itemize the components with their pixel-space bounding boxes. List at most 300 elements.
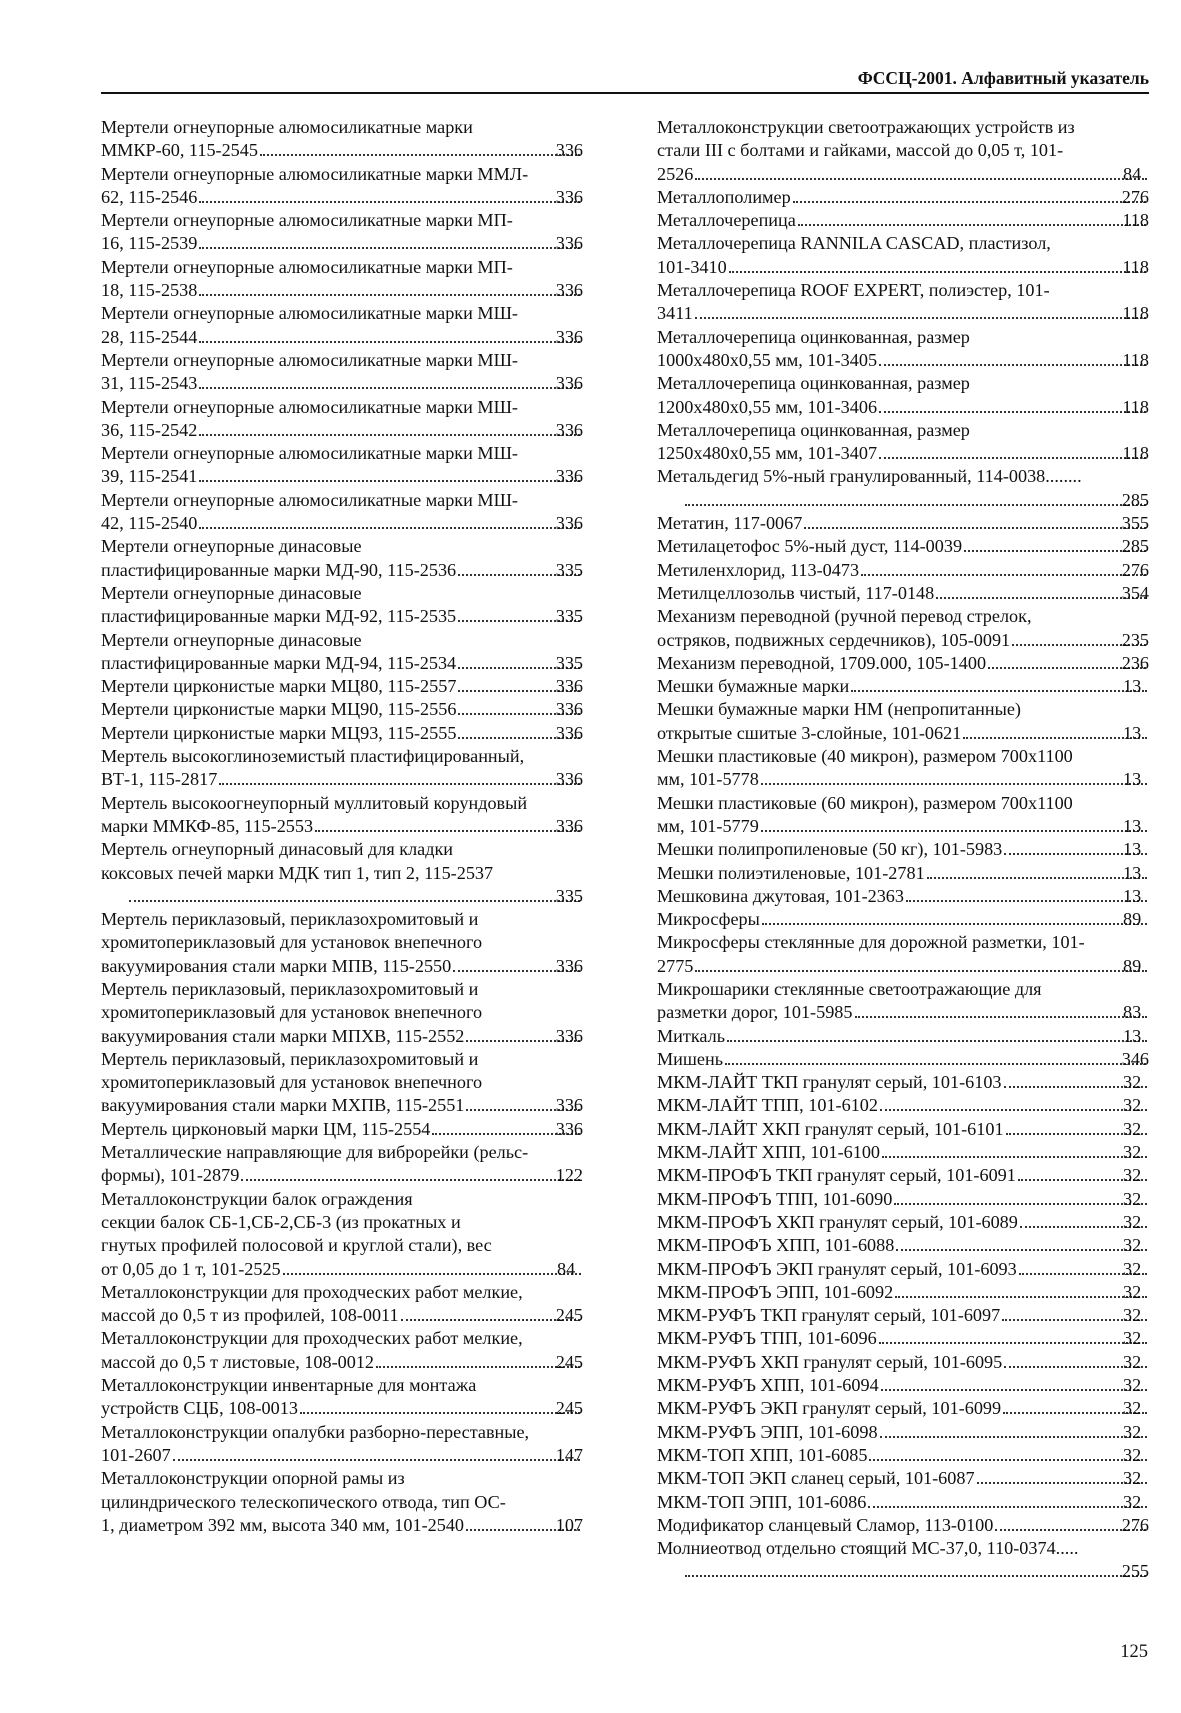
entry-leader-line — [101, 372, 583, 395]
entry-page-ref: 336 — [555, 513, 583, 534]
entry-leader-line — [101, 139, 583, 162]
index-entry — [657, 792, 1149, 839]
index-entry — [101, 675, 583, 698]
entry-leader-line — [101, 186, 583, 209]
index-entry — [101, 629, 583, 676]
entry-text: Мешковина джутовая, 101-2363 — [657, 885, 904, 906]
index-entry — [657, 652, 1149, 675]
entry-text-line: Мертели огнеупорные алюмосиликатные марки МП- — [101, 256, 513, 277]
entry-text: 28, 115-2544 — [101, 326, 198, 347]
entry-leader-line: МКМ-ТОП ЭКП сланец серый, 101-6087 32 — [683, 1467, 1149, 1490]
index-entry — [101, 1281, 583, 1328]
index-entry — [101, 722, 583, 745]
dot-leader — [894, 1203, 1147, 1205]
entry-text: 101-3410 — [657, 256, 727, 277]
index-entry — [657, 326, 1149, 373]
entry-page-ref: 285 — [1121, 489, 1149, 510]
dot-leader — [173, 1459, 580, 1461]
entry-text: Метилцеллозольв чистый, 117-0148 — [657, 582, 935, 603]
entry-page-ref: 336 — [555, 769, 583, 790]
entry-leader-line — [101, 1444, 583, 1467]
entry-leader-line — [101, 512, 583, 535]
entry-leader-line: МКМ-ПРОФЪ ЭПП, 101-6092 32 — [683, 1281, 1149, 1304]
index-column-left — [101, 116, 583, 1537]
entry-text: Механизм переводной, 1709.000, 105-1400 — [657, 652, 987, 673]
entry-page-ref: 346 — [1121, 1048, 1149, 1069]
entry-text-line: Мертели огнеупорные динасовые — [101, 629, 362, 650]
entry-leader-line — [101, 279, 583, 302]
index-entry — [101, 1467, 583, 1537]
entry-leader-line: мм, 101-5778 13 — [683, 768, 1149, 791]
entry-text-line: Мертели огнеупорные алюмосиликатные марки — [101, 117, 473, 137]
index-entry — [101, 745, 583, 792]
entry-text: Метиленхлорид, 113-0473 — [657, 559, 860, 580]
index-entry — [657, 698, 1149, 745]
dot-leader — [761, 830, 1147, 832]
index-entry — [657, 1514, 1149, 1537]
index-entry — [101, 698, 583, 721]
entry-text: вакуумирования стали марки МХПВ, 115-2551 — [101, 1095, 465, 1116]
entry-page-ref: 118 — [1122, 349, 1149, 370]
entry-leader-line — [101, 955, 583, 978]
dot-leader — [727, 1040, 1147, 1042]
entry-leader-line — [101, 722, 583, 745]
entry-text: Мертели цирконистые марки МЦ80, 115-2557 — [101, 676, 457, 697]
dot-leader — [260, 154, 580, 156]
entry-leader-line: 2775 89 — [683, 955, 1149, 978]
entry-text: ММКР-60, 115-2545 — [101, 140, 258, 161]
entry-leader-line: от 0,05 до 1 т, 101-2525 84 — [127, 1258, 583, 1281]
entry-leader-line: МКМ-ЛАЙТ ХПП, 101-6100 32 — [683, 1141, 1149, 1164]
entry-leader-line: Мешки полипропиленовые (50 кг), 101-5983 13 — [683, 838, 1149, 861]
entry-text: массой до 0,5 т листовые, 108-0012 — [101, 1351, 375, 1372]
entry-page-ref: 118 — [1122, 303, 1149, 324]
entry-page-ref: 336 — [555, 676, 583, 697]
entry-text-line: Мертель периклазовый, периклазохромитовый и — [101, 1048, 479, 1069]
dot-leader — [695, 317, 1147, 319]
dot-leader — [199, 201, 579, 203]
dot-leader — [896, 1249, 1147, 1251]
entry-leader-line — [101, 1164, 583, 1187]
entry-leader-line: Миткаль 13 — [683, 1025, 1149, 1048]
entry-text-line: Мертели огнеупорные алюмосиликатные марки МШ- — [101, 489, 518, 510]
entry-text: Мишень — [657, 1048, 724, 1069]
entry-leader-line — [101, 1094, 583, 1117]
entry-page-ref: 336 — [555, 722, 583, 743]
index-entry — [657, 885, 1149, 908]
index-entry — [657, 931, 1149, 978]
index-entry — [101, 256, 583, 303]
index-entry — [657, 1327, 1149, 1350]
entry-text: Мешки полиэтиленовые, 101-2781 — [657, 862, 925, 883]
header-title: ФССЦ-2001. Алфавитный указатель — [857, 68, 1149, 88]
entry-text-line: Мертель огнеупорный динасовый для кладки — [101, 839, 454, 860]
entry-leader-line — [657, 535, 1149, 558]
entry-text-line: Мертель периклазовый, периклазохромитовый и — [101, 978, 479, 999]
entry-leader-line — [101, 1397, 583, 1420]
entry-leader-line — [657, 582, 1149, 605]
index-entry — [657, 1071, 1149, 1094]
entry-text: Мертели цирконистые марки МЦ93, 115-2555 — [101, 722, 457, 743]
entry-leader-line — [101, 232, 583, 255]
entry-leader-line: МКМ-РУФЪ ТКП гранулят серый, 101-6097 32 — [683, 1304, 1149, 1327]
entry-leader-line — [101, 326, 583, 349]
entry-text-line: Метальдегид 5%-ный гранулированный, 114-0038........ — [657, 466, 1082, 487]
entry-text-line: Мертели огнеупорные алюмосиликатные марки ММЛ- — [101, 163, 529, 184]
entry-text-line: Мешки пластиковые (40 микрон), размером 700х1100 — [657, 746, 1073, 767]
index-entry — [657, 535, 1149, 558]
entry-leader-line: открытые сшитые 3-слойные, 101-0621 13 — [683, 722, 1149, 745]
entry-text: МКМ-ТОП ХПП, 101-6085 — [657, 1444, 868, 1465]
entry-text-line: Металлоконструкции инвентарные для монтажа — [101, 1375, 477, 1396]
entry-text: пластифицированные марки МД-90, 115-2536 — [101, 559, 457, 580]
entry-text-line: Металлоконструкции опорной рамы из — [101, 1468, 405, 1489]
entry-text-line: Металлоконструкции балок ограждения — [101, 1188, 413, 1209]
entry-text: мм, 101-5779 — [657, 815, 759, 836]
dot-leader — [199, 387, 579, 389]
entry-text: МКМ-РУФЪ ЭПП, 101-6098 — [657, 1421, 878, 1442]
entry-leader-line: МКМ-ЛАЙТ ХКП гранулят серый, 101-6101 32 — [683, 1118, 1149, 1141]
entry-leader-line: МКМ-ТОП ЭПП, 101-6086 32 — [683, 1491, 1149, 1514]
entry-leader-line: МКМ-ТОП ХПП, 101-6085 32 — [683, 1444, 1149, 1467]
entry-text-line: коксовых печей марки МДК тип 1, тип 2, 115-2537 — [101, 862, 494, 883]
index-entry — [101, 908, 583, 978]
entry-page-ref: 122 — [555, 1165, 583, 1186]
entry-text-line: Металлочерепица оцинкованная, размер — [657, 419, 970, 440]
dot-leader — [869, 1459, 1147, 1461]
entry-leader-line — [657, 652, 1149, 675]
entry-text-line: секции балок СБ-1,СБ-2,СБ-3 (из прокатных и — [101, 1211, 461, 1232]
entry-page-ref: 335 — [555, 885, 583, 906]
entry-leader-line — [101, 465, 583, 488]
index-entry — [657, 1537, 1149, 1584]
entry-text: пластифицированные марки МД-94, 115-2534 — [101, 652, 457, 673]
entry-text: Мешки бумажные марки — [657, 676, 850, 697]
entry-text-line: Металлочерепица оцинкованная, размер — [657, 326, 970, 347]
entry-text: Мертель цирконовый марки ЦМ, 115-2554 — [101, 1118, 431, 1139]
entry-page-ref: 276 — [1121, 559, 1149, 580]
entry-text-line: Металлоконструкции для проходческих работ мелкие, — [101, 1281, 523, 1302]
entry-leader-line — [657, 396, 1149, 419]
entry-leader-line — [127, 885, 583, 908]
index-entry — [657, 1211, 1149, 1234]
index-entry — [657, 1094, 1149, 1117]
entry-leader-line: разметки дорог, 101-5985 83 — [683, 1001, 1149, 1024]
dot-leader — [199, 294, 579, 296]
entry-page-ref: 118 — [1122, 396, 1149, 417]
entry-leader-line — [101, 675, 583, 698]
entry-text-line: Мертели огнеупорные алюмосиликатные марки МШ- — [101, 303, 518, 324]
index-entry — [657, 1048, 1149, 1071]
index-entry — [657, 1258, 1149, 1281]
page-number: 125 — [1120, 1642, 1148, 1662]
entry-text-line: Мертели огнеупорные алюмосиликатные марки МШ- — [101, 443, 518, 464]
entry-page-ref: 255 — [1121, 1561, 1149, 1582]
dot-leader — [798, 224, 1147, 226]
index-entry — [657, 1374, 1149, 1397]
entry-text: Микросферы — [657, 909, 760, 930]
dot-leader — [695, 970, 1147, 972]
entry-text: МКМ-ТОП ЭПП, 101-6086 — [657, 1491, 867, 1512]
index-entry — [657, 559, 1149, 582]
index-entry — [657, 1025, 1149, 1048]
entry-leader-line — [101, 1304, 583, 1327]
index-entry — [657, 1141, 1149, 1164]
dot-leader — [927, 877, 1147, 879]
entry-leader-line: МКМ-ПРОФЪ ТПП, 101-6090 32 — [683, 1188, 1149, 1211]
index-entry — [657, 1444, 1149, 1467]
entry-text: 42, 115-2540 — [101, 513, 198, 534]
index-entry — [657, 745, 1149, 792]
entry-text: марки ММКФ-85, 115-2553 — [101, 815, 314, 836]
entry-page-ref: 336 — [555, 1025, 583, 1046]
dot-leader — [219, 783, 579, 785]
entry-page-ref: 335 — [555, 559, 583, 580]
entry-leader-line — [101, 1351, 583, 1374]
entry-text: МКМ-ПРОФЪ ХКП гранулят серый, 101-6089 — [657, 1211, 1018, 1232]
entry-text: Металлочерепица — [657, 210, 796, 231]
entry-text-line: Мертели огнеупорные алюмосиликатные марки МП- — [101, 210, 513, 231]
entry-leader-line: МКМ-ПРОФЪ ХКП гранулят серый, 101-6089 32 — [683, 1211, 1149, 1234]
entry-leader-line: МКМ-РУФЪ ХКП гранулят серый, 101-6095 32 — [683, 1351, 1149, 1374]
entry-leader-line — [101, 698, 583, 721]
entry-text-line: Молниеотвод отдельно стоящий МС-37,0, 110-0374..... — [657, 1538, 1079, 1559]
entry-text: открытые сшитые 3-слойные, 101-0621 — [657, 722, 962, 743]
entry-text: МКМ-РУФЪ ХПП, 101-6094 — [657, 1375, 879, 1396]
index-entry — [657, 1281, 1149, 1304]
dot-leader — [936, 597, 1145, 599]
entry-page-ref: 336 — [555, 815, 583, 836]
index-entry — [101, 116, 583, 163]
entry-leader-line — [657, 256, 1149, 279]
entry-text: МКМ-РУФЪ ТКП гранулят серый, 101-6097 — [657, 1305, 1001, 1326]
dot-leader — [906, 900, 1147, 902]
entry-text: МКМ-ПРОФЪ ЭПП, 101-6092 — [657, 1281, 894, 1302]
entry-text: 2775 — [657, 955, 694, 976]
entry-leader-line: МКМ-ПРОФЪ ТКП гранулят серый, 101-6091 32 — [683, 1164, 1149, 1187]
index-entry — [101, 302, 583, 349]
dot-leader — [879, 457, 1146, 459]
entry-text-line: Металлические направляющие для виброрейки (рельс- — [101, 1142, 529, 1163]
entry-page-ref: 235 — [1121, 629, 1149, 650]
entry-text: МКМ-ЛАЙТ ХПП, 101-6100 — [657, 1142, 881, 1163]
entry-leader-line: Микросферы 89 — [683, 908, 1149, 931]
entry-page-ref: 118 — [1122, 443, 1149, 464]
entry-text: от 0,05 до 1 т, 101-2525 — [101, 1258, 281, 1279]
entry-text-line: Мертели огнеупорные динасовые — [101, 536, 362, 557]
dot-leader — [199, 480, 579, 482]
dot-leader — [695, 178, 1147, 180]
dot-leader — [241, 1179, 579, 1181]
entry-leader-line: МКМ-РУФЪ ЭПП, 101-6098 32 — [683, 1421, 1149, 1444]
dot-leader — [685, 504, 1146, 506]
entry-text-line: Микрошарики стеклянные светоотражающие для — [657, 978, 1042, 999]
entry-page-ref: 236 — [1121, 652, 1149, 673]
index-entry — [657, 116, 1149, 186]
index-entry — [657, 908, 1149, 931]
entry-leader-line: мм, 101-5779 13 — [683, 815, 1149, 838]
entry-text: МКМ-РУФЪ ХКП гранулят серый, 101-6095 — [657, 1351, 1003, 1372]
entry-text: 1000х480х0,55 мм, 101-3405 — [657, 349, 878, 370]
entry-text: вакуумирования стали марки МПВ, 115-2550 — [101, 955, 452, 976]
index-column-right — [657, 116, 1149, 1584]
entry-text: формы), 101-2879 — [101, 1165, 240, 1186]
entry-text-line: хромитопериклазовый для установок внепечного — [101, 1002, 483, 1023]
entry-leader-line — [683, 489, 1149, 512]
index-entry — [101, 1048, 583, 1118]
entry-text-line: хромитопериклазовый для установок внепечного — [101, 932, 483, 953]
dot-leader — [880, 1436, 1147, 1438]
entry-page-ref: 336 — [555, 466, 583, 487]
entry-text: Мертели цирконистые марки МЦ90, 115-2556 — [101, 699, 457, 720]
entry-page-ref: 355 — [1121, 513, 1149, 534]
index-entry — [657, 465, 1149, 512]
entry-text-line: Металлоконструкции светоотражающих устройств из — [657, 117, 1075, 137]
entry-text: Метатин, 117-0067 — [657, 513, 803, 534]
entry-leader-line: МКМ-РУФЪ ХПП, 101-6094 32 — [683, 1374, 1149, 1397]
entry-text: МКМ-РУФЪ ТПП, 101-6096 — [657, 1328, 877, 1349]
entry-text-line: Металлочерепица ROOF EXPERT, полиэстер, 101- — [657, 280, 1050, 301]
entry-text: МКМ-ЛАЙТ ТКП гранулят серый, 101-6103 — [657, 1072, 1002, 1093]
entry-text: 62, 115-2546 — [101, 186, 198, 207]
index-entry — [101, 582, 583, 629]
entry-text-line: стали III с болтами и гайками, массой до 0,05 т, 101- — [657, 140, 1064, 161]
index-entry — [101, 1374, 583, 1421]
entry-text-line: Мертель высокоглиноземистый пластифицированный, — [101, 746, 525, 767]
entry-text-line: Мертели огнеупорные динасовые — [101, 582, 362, 603]
entry-text-line: цилиндрического телескопического отвода, тип ОС- — [101, 1491, 506, 1512]
dot-leader — [199, 247, 579, 249]
index-entry — [657, 862, 1149, 885]
index-entry — [101, 1188, 583, 1281]
entry-leader-line — [657, 1514, 1149, 1537]
entry-leader-line — [657, 559, 1149, 582]
index-entry — [101, 163, 583, 210]
entry-text: массой до 0,5 т из профилей, 108-0011 — [101, 1305, 399, 1326]
entry-text-line: Мертели огнеупорные алюмосиликатные марки МШ- — [101, 396, 518, 417]
dot-leader — [793, 201, 1146, 203]
dot-leader — [199, 527, 579, 529]
dot-leader — [895, 1296, 1147, 1298]
index-entry — [657, 1467, 1149, 1490]
entry-leader-line: МКМ-РУФЪ ТПП, 101-6096 32 — [683, 1327, 1149, 1350]
index-entry — [657, 279, 1149, 326]
entry-leader-line: МКМ-РУФЪ ЭКП гранулят серый, 101-6099 32 — [683, 1397, 1149, 1420]
entry-leader-line — [657, 349, 1149, 372]
dot-leader — [880, 1109, 1147, 1111]
entry-text-line: Микросферы стеклянные для дорожной разметки, 101- — [657, 932, 1085, 953]
entry-page-ref: 336 — [555, 373, 583, 394]
entry-text: Мешки полипропиленовые (50 кг), 101-5983 — [657, 839, 1003, 860]
dot-leader — [199, 434, 579, 436]
index-entry — [657, 582, 1149, 605]
entry-page-ref: 336 — [555, 1118, 583, 1139]
dot-leader — [401, 1319, 580, 1321]
entry-text-line: Металлоконструкции опалубки разборно-переставные, — [101, 1421, 530, 1442]
entry-page-ref: 245 — [555, 1398, 583, 1419]
entry-page-ref: 276 — [1121, 1514, 1149, 1535]
entry-leader-line — [101, 419, 583, 442]
entry-text-line: Мертель высокоогнеупорный муллитовый корундовый — [101, 792, 528, 813]
dot-leader — [882, 1156, 1147, 1158]
entry-text: 16, 115-2539 — [101, 233, 198, 254]
entry-leader-line: МКМ-ЛАЙТ ТПП, 101-6102 32 — [683, 1094, 1149, 1117]
entry-text-line: Мешки бумажные марки НМ (непропитанные) — [657, 699, 1021, 720]
index-entry — [101, 349, 583, 396]
entry-text: МКМ-ТОП ЭКП сланец серый, 101-6087 — [657, 1468, 975, 1489]
entry-text-line: Мешки пластиковые (60 микрон), размером 700х1100 — [657, 792, 1073, 813]
dot-leader — [977, 1482, 1147, 1484]
entry-text: пластифицированные марки МД-92, 115-2535 — [101, 606, 457, 627]
entry-page-ref: 336 — [555, 955, 583, 976]
dot-leader — [964, 550, 1146, 552]
entry-page-ref: 118 — [1122, 256, 1149, 277]
entry-leader-line — [101, 652, 583, 675]
dot-leader — [685, 1575, 1146, 1577]
index-entry — [101, 1421, 583, 1468]
index-entry — [657, 186, 1149, 209]
entry-leader-line: Мешковина джутовая, 101-2363 13 — [683, 885, 1149, 908]
index-entry — [657, 372, 1149, 419]
entry-text: ВТ-1, 115-2817 — [101, 769, 218, 790]
entry-page-ref: 285 — [1121, 536, 1149, 557]
entry-leader-line: МКМ-ЛАЙТ ТКП гранулят серый, 101-6103 32 — [683, 1071, 1149, 1094]
entry-page-ref: 335 — [555, 606, 583, 627]
entry-leader-line — [101, 559, 583, 582]
entry-page-ref: 354 — [1121, 582, 1149, 603]
entry-text: 39, 115-2541 — [101, 466, 198, 487]
index-entry — [101, 209, 583, 256]
entry-text: МКМ-ПРОФЪ ТПП, 101-6090 — [657, 1188, 893, 1209]
index-entry — [101, 838, 583, 908]
entry-leader-line — [101, 1514, 583, 1537]
entry-leader-line — [657, 186, 1149, 209]
entry-leader-line — [657, 1048, 1149, 1071]
entry-text: 3411 — [657, 303, 693, 324]
index-entry — [657, 419, 1149, 466]
entry-leader-line — [101, 815, 583, 838]
entry-leader-line — [683, 1560, 1149, 1583]
dot-leader — [804, 527, 1145, 529]
index-entry — [657, 1351, 1149, 1374]
index-entry — [101, 489, 583, 536]
dot-leader — [729, 271, 1147, 273]
dot-leader — [881, 1389, 1147, 1391]
index-entry — [657, 675, 1149, 698]
entry-text: Метилацетофос 5%-ный дуст, 114-0039 — [657, 536, 963, 557]
entry-page-ref: 276 — [1121, 186, 1149, 207]
entry-text: МКМ-ЛАЙТ ХКП гранулят серый, 101-6101 — [657, 1118, 1004, 1139]
index-entry — [101, 442, 583, 489]
dot-leader — [879, 1342, 1147, 1344]
entry-page-ref: 336 — [555, 186, 583, 207]
entry-page-ref: 107 — [555, 1514, 583, 1535]
index-entry — [657, 1118, 1149, 1141]
dot-leader — [855, 1016, 1148, 1018]
entry-text-line: Мертель периклазовый, периклазохромитовый и — [101, 909, 479, 930]
index-entry — [101, 978, 583, 1048]
dot-leader — [300, 1412, 580, 1414]
entry-leader-line — [657, 442, 1149, 465]
entry-leader-line — [101, 768, 583, 791]
entry-text-line: Механизм переводной (ручной перевод стрелок, — [657, 606, 1032, 627]
entry-text: вакуумирования стали марки МПХВ, 115-2552 — [101, 1025, 465, 1046]
dot-leader — [199, 341, 579, 343]
entry-text: МКМ-ПРОФЪ ЭКП гранулят серый, 101-6093 — [657, 1258, 1017, 1279]
entry-page-ref: 147 — [555, 1444, 583, 1465]
entry-text: 2526 — [657, 163, 694, 184]
entry-page-ref: 245 — [555, 1351, 583, 1372]
